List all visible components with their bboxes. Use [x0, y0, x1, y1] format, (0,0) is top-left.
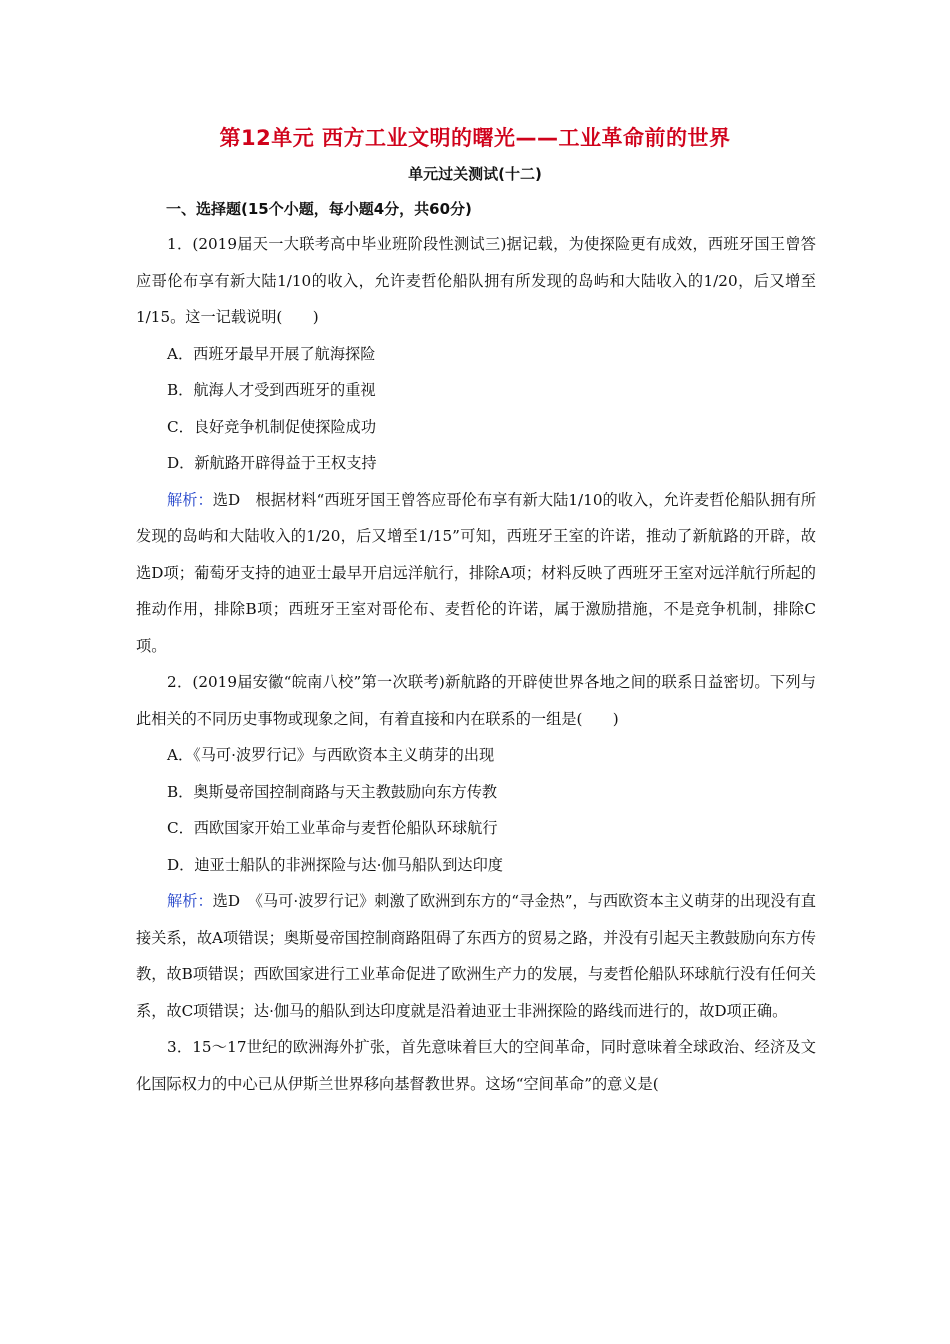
question-1-analysis-text: 选D 根据材料“西班牙国王曾答应哥伦布享有新大陆1/10的收入，允许麦哲伦船队拥有所发现的岛屿和大陆收入的1/20，后又增至1/15”可知，西班牙王室的许诺，推动了新航路的开辟，故选D项；葡萄牙支持的迪亚士最早开启远洋航行，排除A项；材料反映了西班牙王室对远洋航行所起的推动作用，排除B项；西班牙王室对哥伦布、麦哲伦的许诺，属于激励措施，不是竞争机制，排除C项。 [136, 490, 817, 655]
question-1-option-d: D．新航路开辟得益于王权支持 [167, 454, 377, 472]
question-list [136, 226, 816, 1102]
analysis-label: 解析： [167, 892, 213, 910]
analysis-label: 解析： [167, 490, 213, 509]
question-2-analysis [136, 883, 816, 1029]
question-2-option-c: C．西欧国家开始工业革命与麦哲伦船队环球航行 [167, 819, 498, 837]
question-2-option-b: B．奥斯曼帝国控制商路与天主教鼓励向东方传教 [167, 782, 498, 801]
question-1-option-a: A．西班牙最早开展了航海探险 [167, 344, 376, 363]
question-1-option-b: B．航海人才受到西班牙的重视 [167, 381, 376, 399]
question-1-stem: 1．(2019届天一大联考高中毕业班阶段性测试三)据记载，为使探险更有成效，西班牙国王曾答应哥伦布享有新大陆1/10的收入，允许麦哲伦船队拥有所发现的岛屿和大陆收入的1/20，后又增至1/15。这一记载说明( ) [136, 235, 816, 326]
question-2-option-d: D．迪亚士船队的非洲探险与达·伽马船队到达印度 [167, 855, 503, 874]
question-1-option-c: C．良好竞争机制促使探险成功 [167, 417, 377, 436]
question-3-stem: 3．15～17世纪的欧洲海外扩张，首先意味着巨大的空间革命，同时意味着全球政治、经济及文化国际权力的中心已从伊斯兰世界移向基督教世界。这场“空间革命”的意义是( [136, 1038, 816, 1093]
section-heading: 一、选择题(15个小题，每小题4分，共60分) [166, 200, 472, 218]
unit-title: 第12单元 西方工业文明的曙光——工业革命前的世界 [219, 126, 731, 150]
question-1-analysis [136, 482, 816, 665]
question-2-analysis-text: 选D 《马可·波罗行记》刺激了欧洲到东方的“寻金热”，与西欧资本主义萌芽的出现没有直接关系，故A项错误；奥斯曼帝国控制商路阻碍了东西方的贸易之路，并没有引起天主教鼓励向东方传教，故B项错误；西欧国家进行工业革命促进了欧洲生产力的发展，与麦哲伦船队环球航行没有任何关系，故C项错误；达·伽马的船队到达印度就是沿着迪亚士非洲探险的路线而进行的，故D项正确。 [136, 892, 816, 1020]
test-subtitle: 单元过关测试(十二) [408, 165, 542, 183]
question-2-option-a: A．《马可·波罗行记》与西欧资本主义萌芽的出现 [167, 746, 495, 764]
question-2-stem: 2．(2019届安徽“皖南八校”第一次联考)新航路的开辟使世界各地之间的联系日益密切。下列与此相关的不同历史事物或现象之间，有着直接和内在联系的一组是( ) [136, 673, 816, 728]
